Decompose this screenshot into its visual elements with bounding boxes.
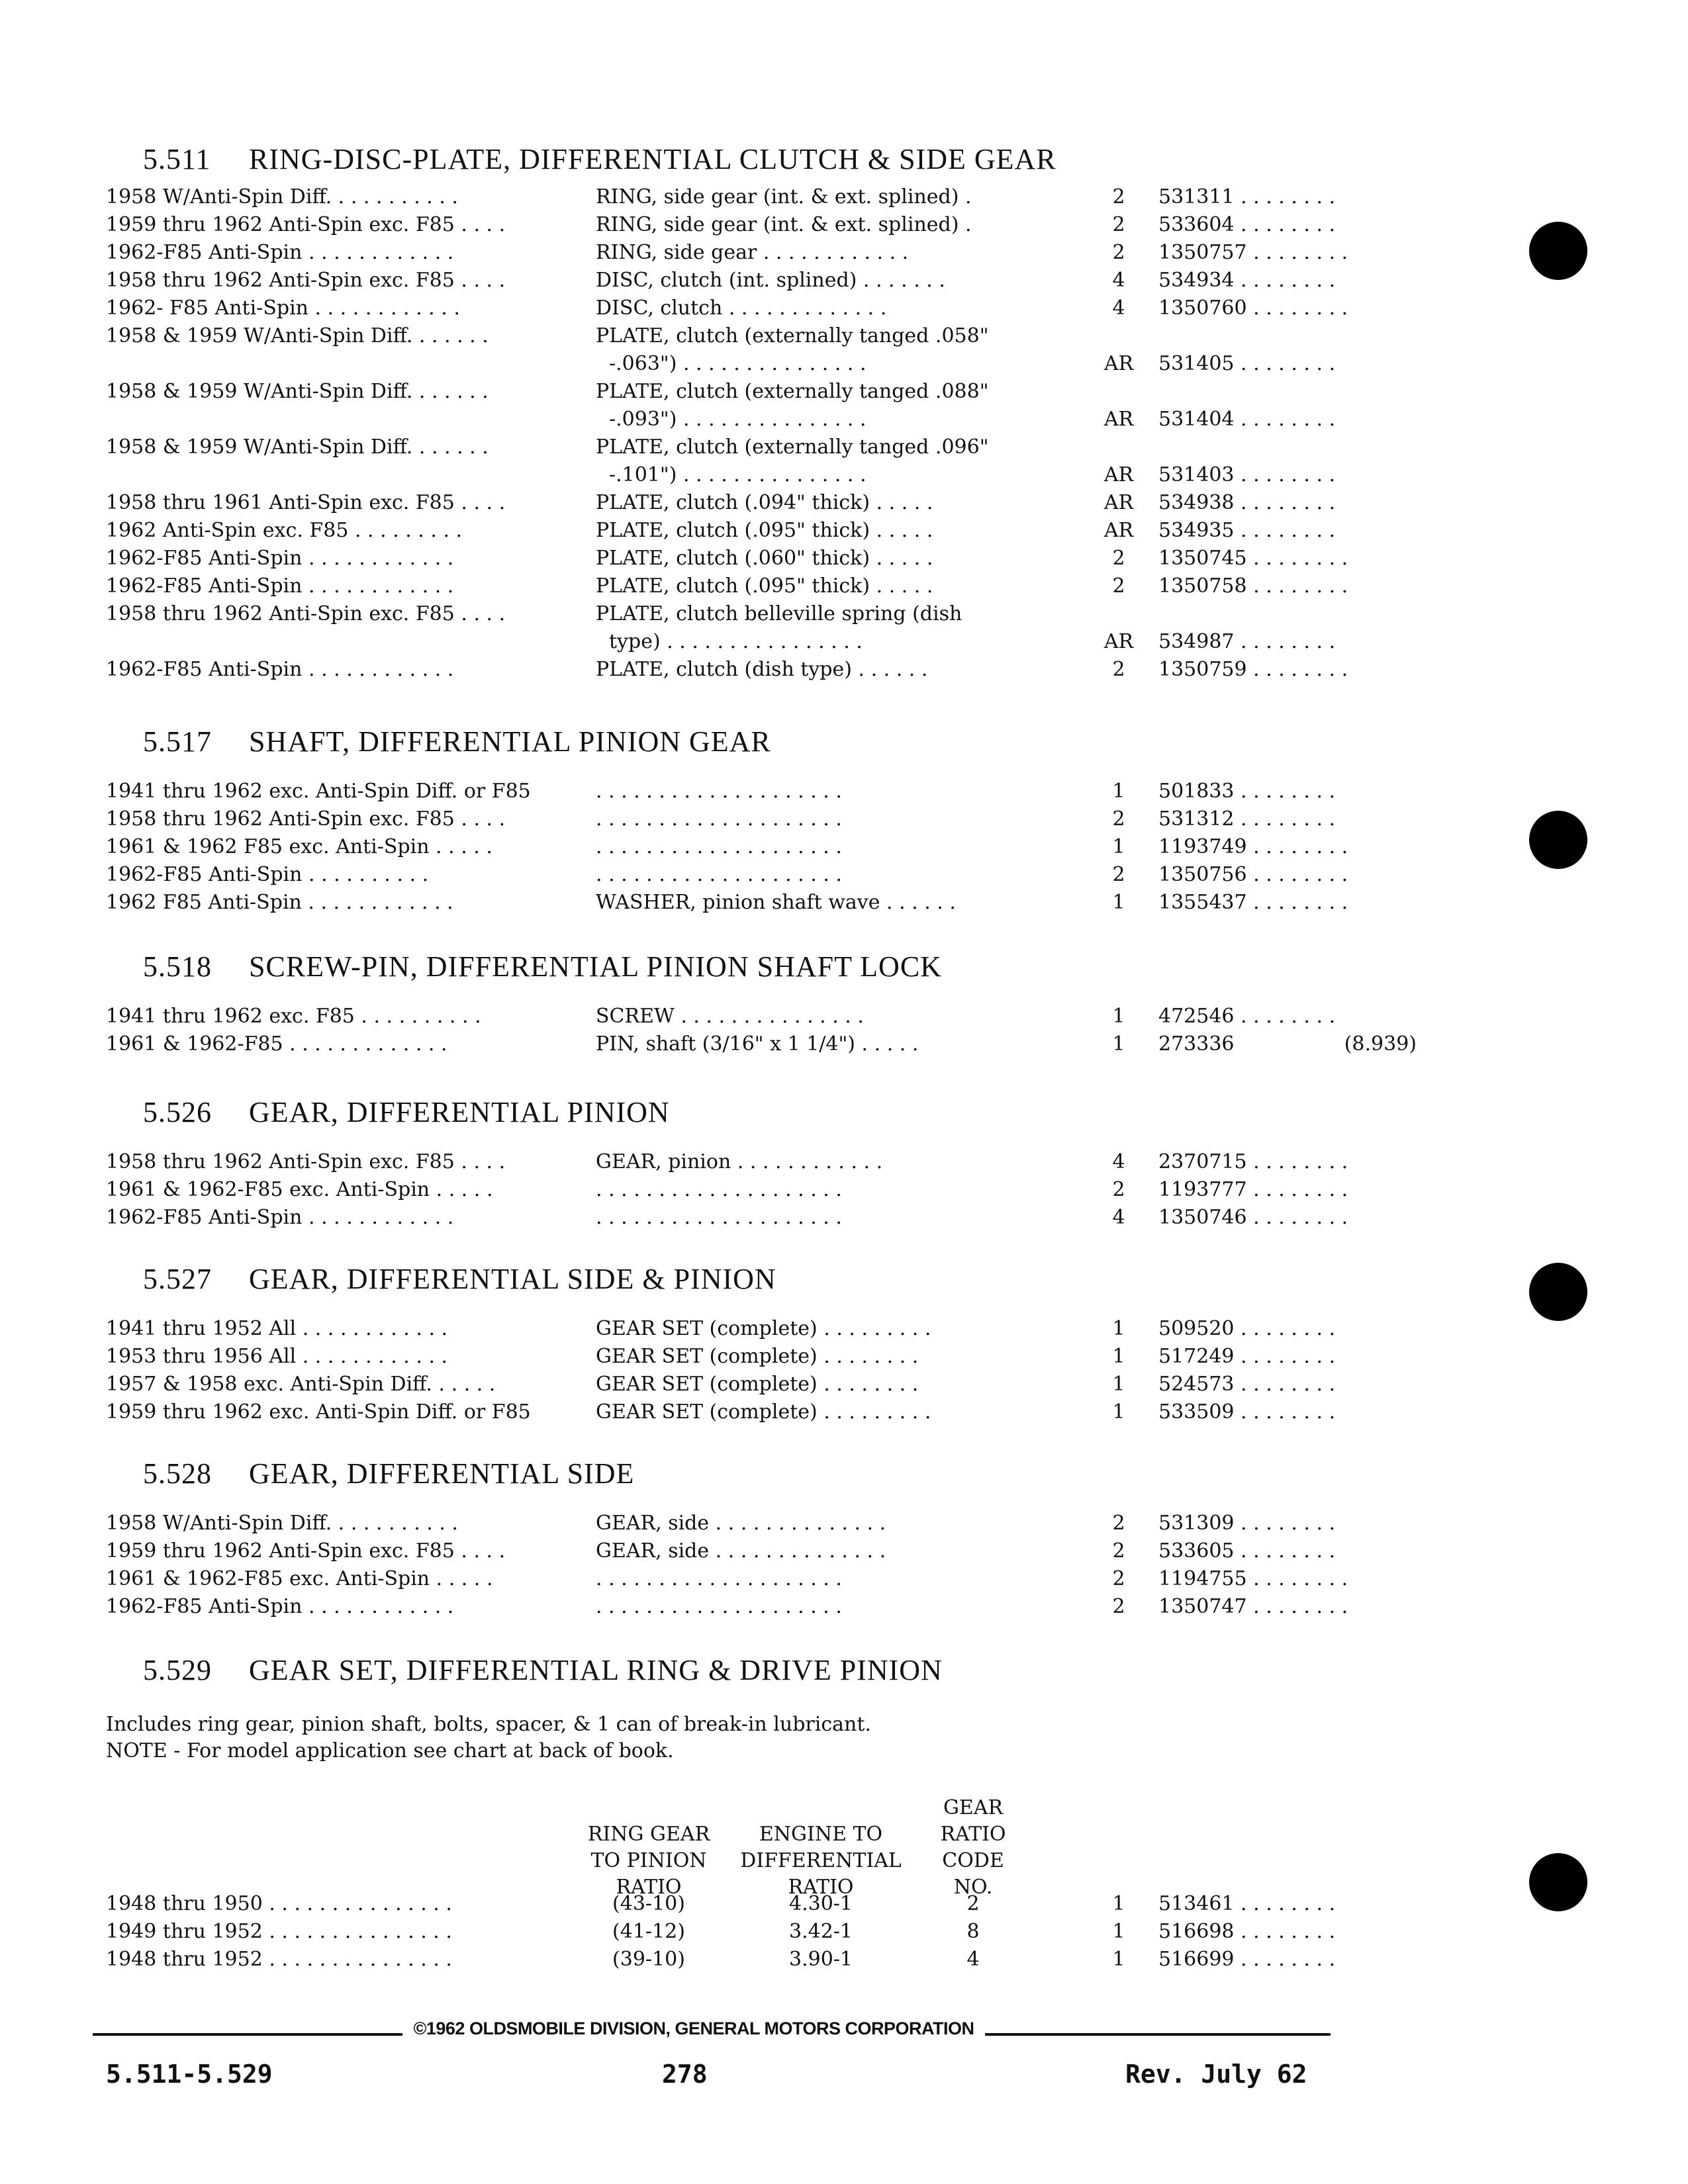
quantity: 2 — [1112, 863, 1125, 886]
section-5-528 — [106, 1450, 1430, 1621]
section-title: GEAR SET, DIFFERENTIAL RING & DRIVE PINION — [249, 1654, 943, 1686]
section-heading — [106, 136, 1430, 183]
header-line: RATIO — [940, 1823, 1006, 1846]
header-line: RATIO — [788, 1876, 854, 1899]
part-number: 533604 . . . . . . . . — [1158, 213, 1336, 236]
part-number: 534934 . . . . . . . . — [1158, 269, 1336, 292]
quantity: 2 — [1112, 185, 1125, 208]
description: DISC, clutch . . . . . . . . . . . . . — [596, 296, 887, 320]
section-5-518 — [106, 943, 1430, 1058]
table-row — [106, 572, 1430, 600]
quantity: 2 — [1112, 547, 1125, 570]
quantity: 1 — [1112, 1317, 1125, 1340]
table-row — [106, 1510, 1430, 1537]
application: 1958 thru 1962 Anti-Spin exc. F85 . . . . — [106, 602, 506, 625]
part-number: 534987 . . . . . . . . — [1158, 630, 1336, 653]
application: 1961 & 1962 F85 exc. Anti-Spin . . . . . — [106, 835, 492, 858]
quantity: 1 — [1112, 1005, 1125, 1028]
section-5-517 — [106, 718, 1430, 917]
part-number: 1350745 . . . . . . . . — [1158, 547, 1348, 570]
application: 1962-F85 Anti-Spin . . . . . . . . . . . . — [106, 658, 454, 681]
part-number: 1193749 . . . . . . . . — [1158, 835, 1348, 858]
quantity: 1 — [1112, 1345, 1125, 1368]
application: 1958 W/Anti-Spin Diff. . . . . . . . . . . — [106, 185, 458, 208]
table-row — [106, 517, 1430, 545]
description: PLATE, clutch (.095" thick) . . . . . — [596, 574, 933, 598]
quantity: 2 — [1112, 1512, 1125, 1535]
quantity: 1 — [1112, 1920, 1125, 1943]
table-row — [106, 378, 1430, 433]
section-5-511 — [106, 136, 1430, 684]
description-continued: -.101") . . . . . . . . . . . . . . . — [609, 463, 867, 486]
part-number: 2370715 . . . . . . . . — [1158, 1150, 1348, 1173]
application: 1962-F85 Anti-Spin . . . . . . . . . . . . — [106, 574, 454, 598]
section-5-529 — [106, 1647, 1430, 1694]
binder-hole — [1529, 1263, 1587, 1321]
part-number: 531312 . . . . . . . . — [1158, 807, 1336, 831]
binder-hole — [1529, 1853, 1587, 1911]
header-line: DIFFERENTIAL — [740, 1849, 902, 1872]
table-row — [106, 1148, 1430, 1176]
application: 1962 Anti-Spin exc. F85 . . . . . . . . . — [106, 519, 463, 542]
description: PLATE, clutch (.094" thick) . . . . . — [596, 491, 933, 514]
description-continued: type) . . . . . . . . . . . . . . . . — [609, 630, 863, 653]
description: PLATE, clutch (externally tanged .088" — [596, 380, 989, 403]
application: 1958 W/Anti-Spin Diff. . . . . . . . . . . — [106, 1512, 458, 1535]
part-number: 1194755 . . . . . . . . — [1158, 1567, 1348, 1590]
part-number: 517249 . . . . . . . . — [1158, 1345, 1336, 1368]
description: GEAR, side . . . . . . . . . . . . . . — [596, 1512, 886, 1535]
section-range: 5.511-5.529 — [106, 2060, 273, 2089]
application: 1959 thru 1962 Anti-Spin exc. F85 . . . . — [106, 213, 506, 236]
quantity: 4 — [1112, 269, 1125, 292]
table-row — [106, 1593, 1430, 1621]
header-line: TO PINION — [590, 1849, 707, 1872]
part-number: 534938 . . . . . . . . — [1158, 491, 1336, 514]
table-row — [106, 1565, 1430, 1593]
application: 1962-F85 Anti-Spin . . . . . . . . . . . . — [106, 547, 454, 570]
section-number: 5.529 — [143, 1654, 212, 1686]
header-line: RATIO — [616, 1876, 682, 1899]
application: 1958 thru 1962 Anti-Spin exc. F85 . . . . — [106, 807, 506, 831]
part-number: 1350758 . . . . . . . . — [1158, 574, 1348, 598]
table-row — [106, 183, 1430, 211]
ratio-code: 8 — [966, 1920, 980, 1943]
quantity: 1 — [1112, 1892, 1125, 1915]
part-number: 534935 . . . . . . . . — [1158, 519, 1336, 542]
binder-hole — [1529, 811, 1587, 869]
engine-ratio: 3.42-1 — [788, 1920, 853, 1943]
application: 1953 thru 1956 All . . . . . . . . . . . . — [106, 1345, 448, 1368]
section-5-527 — [106, 1255, 1430, 1426]
application: 1958 thru 1962 Anti-Spin exc. F85 . . . . — [106, 1150, 506, 1173]
description: . . . . . . . . . . . . . . . . . . . . — [596, 863, 842, 886]
quantity: AR — [1103, 491, 1134, 514]
quantity: 2 — [1112, 1178, 1125, 1201]
footer-rule-right — [985, 2033, 1331, 2036]
part-number: 472546 . . . . . . . . — [1158, 1005, 1336, 1028]
quantity: AR — [1103, 519, 1134, 542]
part-number: 1350760 . . . . . . . . — [1158, 296, 1348, 320]
description: GEAR SET (complete) . . . . . . . . — [596, 1373, 919, 1396]
revision-date: Rev. July 62 — [1125, 2060, 1307, 2089]
description: . . . . . . . . . . . . . . . . . . . . — [596, 807, 842, 831]
description: . . . . . . . . . . . . . . . . . . . . — [596, 1595, 842, 1618]
table-row — [106, 805, 1430, 833]
description: GEAR SET (complete) . . . . . . . . . — [596, 1400, 931, 1424]
part-number: 1350747 . . . . . . . . — [1158, 1595, 1348, 1618]
table-row — [106, 322, 1430, 378]
table-row — [106, 778, 1430, 805]
part-number: 501833 . . . . . . . . — [1158, 780, 1336, 803]
application: 1957 & 1958 exc. Anti-Spin Diff. . . . . . — [106, 1373, 496, 1396]
engine-ratio-header — [728, 1795, 914, 1901]
quantity: AR — [1103, 408, 1134, 431]
table-row — [106, 656, 1430, 684]
description-continued: -.093") . . . . . . . . . . . . . . . — [609, 408, 867, 431]
part-number: 531403 . . . . . . . . — [1158, 463, 1336, 486]
part-number: 509520 . . . . . . . . — [1158, 1317, 1336, 1340]
part-number: 273336 — [1158, 1032, 1235, 1056]
table-row — [106, 267, 1430, 295]
part-number-with-ref — [1158, 1030, 1423, 1058]
quantity: 2 — [1112, 1539, 1125, 1563]
application: 1962-F85 Anti-Spin . . . . . . . . . . — [106, 863, 429, 886]
part-number: 1350757 . . . . . . . . — [1158, 241, 1348, 264]
ring-ratio: (39-10) — [612, 1948, 685, 1971]
part-number: 533605 . . . . . . . . — [1158, 1539, 1336, 1563]
application: 1941 thru 1962 exc. F85 . . . . . . . . . . — [106, 1005, 481, 1028]
section-heading — [106, 943, 1430, 1003]
part-number: 531404 . . . . . . . . — [1158, 408, 1336, 431]
quantity: 4 — [1112, 296, 1125, 320]
gear-ratio-code-header — [927, 1795, 1019, 1901]
ring-ratio: (41-12) — [612, 1920, 685, 1943]
part-number: 531405 . . . . . . . . — [1158, 352, 1336, 375]
part-number: 1193777 . . . . . . . . — [1158, 1178, 1348, 1201]
description: DISC, clutch (int. splined) . . . . . . . — [596, 269, 945, 292]
header-line: CODE — [942, 1849, 1004, 1872]
quantity: 4 — [1112, 1150, 1125, 1173]
copyright: ©1962 OLDSMOBILE DIVISION, GENERAL MOTORS CORPORATION — [413, 2019, 974, 2038]
application: 1941 thru 1962 exc. Anti-Spin Diff. or F85 — [106, 780, 531, 803]
description: WASHER, pinion shaft wave . . . . . . — [596, 891, 956, 914]
section-number: 5.518 — [143, 950, 212, 983]
header-line: NO. — [953, 1876, 993, 1899]
quantity: 2 — [1112, 213, 1125, 236]
application: 1961 & 1962-F85 exc. Anti-Spin . . . . . — [106, 1567, 493, 1590]
part-number: 531311 . . . . . . . . — [1158, 185, 1336, 208]
description: PLATE, clutch (dish type) . . . . . . — [596, 658, 928, 681]
table-row — [106, 1918, 1430, 1946]
application: 1962-F85 Anti-Spin . . . . . . . . . . . . — [106, 1595, 454, 1618]
quantity: 2 — [1112, 574, 1125, 598]
section-heading — [106, 1255, 1430, 1315]
description: SCREW . . . . . . . . . . . . . . . — [596, 1005, 864, 1028]
section-number: 5.511 — [143, 143, 211, 175]
part-number: 516699 . . . . . . . . — [1158, 1948, 1336, 1971]
page-number: 278 — [662, 2060, 708, 2089]
section-heading — [106, 1089, 1430, 1148]
description: . . . . . . . . . . . . . . . . . . . . — [596, 835, 842, 858]
part-number: 1350759 . . . . . . . . — [1158, 658, 1348, 681]
section-heading — [106, 718, 1430, 778]
table-row — [106, 239, 1430, 267]
description: PLATE, clutch belleville spring (dish — [596, 602, 962, 625]
quantity: 1 — [1112, 1400, 1125, 1424]
model-application-note: NOTE - For model application see chart at back of book. — [106, 1739, 674, 1762]
part-number: 1350746 . . . . . . . . — [1158, 1206, 1348, 1229]
table-row — [106, 1003, 1430, 1030]
table-row — [106, 861, 1430, 889]
description: GEAR, side . . . . . . . . . . . . . . — [596, 1539, 886, 1563]
cross-reference: (8.939) — [1344, 1032, 1417, 1056]
section-title: RING-DISC-PLATE, DIFFERENTIAL CLUTCH & SIDE GEAR — [249, 143, 1056, 175]
description: PLATE, clutch (.095" thick) . . . . . — [596, 519, 933, 542]
description-continued: -.063") . . . . . . . . . . . . . . . — [609, 352, 867, 375]
years: 1948 thru 1950 . . . . . . . . . . . . . . . — [106, 1892, 452, 1915]
table-row — [106, 1204, 1430, 1232]
quantity: 1 — [1112, 1373, 1125, 1396]
application: 1941 thru 1952 All . . . . . . . . . . . . — [106, 1317, 448, 1340]
section-heading — [106, 1647, 1430, 1694]
application: 1958 & 1959 W/Anti-Spin Diff. . . . . . . — [106, 435, 489, 459]
quantity: 1 — [1112, 835, 1125, 858]
quantity: 2 — [1112, 1595, 1125, 1618]
section-number: 5.528 — [143, 1457, 212, 1490]
application: 1962-F85 Anti-Spin . . . . . . . . . . . . — [106, 1206, 454, 1229]
section-title: GEAR, DIFFERENTIAL PINION — [249, 1096, 670, 1128]
description: GEAR, pinion . . . . . . . . . . . . — [596, 1150, 883, 1173]
description: . . . . . . . . . . . . . . . . . . . . — [596, 1567, 842, 1590]
description: PIN, shaft (3/16" x 1 1/4") . . . . . — [596, 1032, 919, 1056]
header-line: ENGINE TO — [759, 1823, 883, 1846]
application: 1962- F85 Anti-Spin . . . . . . . . . . . . — [106, 296, 460, 320]
quantity: 2 — [1112, 241, 1125, 264]
part-number: 524573 . . . . . . . . — [1158, 1373, 1336, 1396]
application: 1958 & 1959 W/Anti-Spin Diff. . . . . . . — [106, 380, 489, 403]
footer-rule-left — [93, 2033, 402, 2036]
part-number: 531309 . . . . . . . . — [1158, 1512, 1336, 1535]
table-row — [106, 833, 1430, 861]
description: GEAR SET (complete) . . . . . . . . — [596, 1345, 919, 1368]
application: 1961 & 1962-F85 . . . . . . . . . . . . . — [106, 1032, 447, 1056]
description: PLATE, clutch (externally tanged .096" — [596, 435, 989, 459]
table-row — [106, 889, 1430, 917]
table-row — [106, 1343, 1430, 1371]
ratio-code: 2 — [966, 1892, 980, 1915]
quantity: AR — [1103, 630, 1134, 653]
table-row — [106, 1371, 1430, 1398]
section-number: 5.527 — [143, 1263, 212, 1295]
part-number: 533509 . . . . . . . . — [1158, 1400, 1336, 1424]
application: 1962-F85 Anti-Spin . . . . . . . . . . . . — [106, 241, 454, 264]
table-row — [106, 1176, 1430, 1204]
section-title: SCREW-PIN, DIFFERENTIAL PINION SHAFT LOCK — [249, 950, 942, 983]
description: PLATE, clutch (.060" thick) . . . . . — [596, 547, 933, 570]
table-row — [106, 545, 1430, 572]
description: RING, side gear . . . . . . . . . . . . — [596, 241, 909, 264]
section-heading — [106, 1450, 1430, 1510]
table-row — [106, 295, 1430, 322]
ring-gear-ratio-header — [576, 1795, 722, 1901]
binder-hole — [1529, 222, 1587, 280]
section-number: 5.526 — [143, 1096, 212, 1128]
table-row — [106, 1398, 1430, 1426]
quantity: AR — [1103, 352, 1134, 375]
table-row — [106, 1890, 1430, 1918]
quantity: 1 — [1112, 1032, 1125, 1056]
years: 1948 thru 1952 . . . . . . . . . . . . . . . — [106, 1948, 452, 1971]
header-line: RING GEAR — [587, 1823, 710, 1846]
header-line: GEAR — [943, 1796, 1004, 1819]
description: RING, side gear (int. & ext. splined) . — [596, 213, 972, 236]
section-title: GEAR, DIFFERENTIAL SIDE & PINION — [249, 1263, 776, 1295]
engine-ratio: 4.30-1 — [788, 1892, 853, 1915]
includes-note: Includes ring gear, pinion shaft, bolts, spacer, & 1 can of break-in lubricant. — [106, 1713, 871, 1736]
section-title: SHAFT, DIFFERENTIAL PINION GEAR — [249, 725, 771, 758]
table-row — [106, 1946, 1430, 1974]
quantity: 2 — [1112, 807, 1125, 831]
description: . . . . . . . . . . . . . . . . . . . . — [596, 1206, 842, 1229]
application: 1959 thru 1962 Anti-Spin exc. F85 . . . . — [106, 1539, 506, 1563]
application: 1958 thru 1962 Anti-Spin exc. F85 . . . . — [106, 269, 506, 292]
quantity: 4 — [1112, 1206, 1125, 1229]
section-title: GEAR, DIFFERENTIAL SIDE — [249, 1457, 635, 1490]
table-row — [106, 489, 1430, 517]
part-number: 516698 . . . . . . . . — [1158, 1920, 1336, 1943]
description: . . . . . . . . . . . . . . . . . . . . — [596, 1178, 842, 1201]
table-row — [106, 433, 1430, 489]
application: 1962 F85 Anti-Spin . . . . . . . . . . . . — [106, 891, 453, 914]
description: . . . . . . . . . . . . . . . . . . . . — [596, 780, 842, 803]
description: PLATE, clutch (externally tanged .058" — [596, 324, 989, 347]
part-number: 1355437 . . . . . . . . — [1158, 891, 1348, 914]
application: 1958 thru 1961 Anti-Spin exc. F85 . . . . — [106, 491, 506, 514]
section-number: 5.517 — [143, 725, 212, 758]
application: 1961 & 1962-F85 exc. Anti-Spin . . . . . — [106, 1178, 493, 1201]
quantity: 1 — [1112, 891, 1125, 914]
application: 1959 thru 1962 exc. Anti-Spin Diff. or F85 — [106, 1400, 531, 1424]
quantity: 1 — [1112, 780, 1125, 803]
description: GEAR SET (complete) . . . . . . . . . — [596, 1317, 931, 1340]
ring-ratio: (43-10) — [612, 1892, 685, 1915]
table-row — [106, 1315, 1430, 1343]
ratio-code: 4 — [966, 1948, 980, 1971]
section-5-526 — [106, 1089, 1430, 1232]
table-row — [106, 211, 1430, 239]
quantity: 1 — [1112, 1948, 1125, 1971]
years: 1949 thru 1952 . . . . . . . . . . . . . . . — [106, 1920, 452, 1943]
table-row — [106, 1537, 1430, 1565]
table-row — [106, 600, 1430, 656]
quantity: AR — [1103, 463, 1134, 486]
quantity: 2 — [1112, 1567, 1125, 1590]
description: RING, side gear (int. & ext. splined) . — [596, 185, 972, 208]
application: 1958 & 1959 W/Anti-Spin Diff. . . . . . . — [106, 324, 489, 347]
engine-ratio: 3.90-1 — [788, 1948, 853, 1971]
quantity: 2 — [1112, 658, 1125, 681]
part-number: 1350756 . . . . . . . . — [1158, 863, 1348, 886]
part-number: 513461 . . . . . . . . — [1158, 1892, 1336, 1915]
table-row — [106, 1030, 1430, 1058]
